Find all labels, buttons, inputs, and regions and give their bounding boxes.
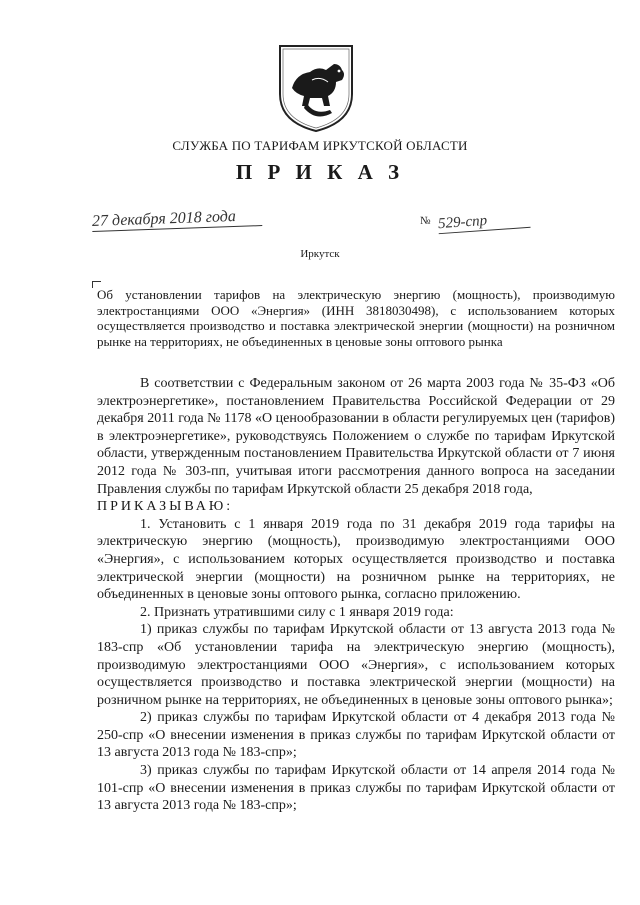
subitem-3-paragraph: 3) приказ службы по тарифам Иркутской области от 14 апреля 2014 года № 101-спр «О внесении изменения в приказ службы по тарифам Иркутской области от 13 августа 2013 года № 183-спр»; xyxy=(97,763,615,814)
item-1-paragraph: 1. Установить с 1 января 2019 года по 31 декабря 2019 года тарифы на электрическую энергию (мощность), производимую электростанциями ООО «Энергия», с использованием которых осуществляется производство и поставка электрической энергии (мощности) на розничном рынке на территориях, не объединенных в ценовые зоны оптового рынка, согласно приложению. xyxy=(97,516,615,603)
subitem-1-paragraph: 1) приказ службы по тарифам Иркутской области от 13 августа 2013 года № 183-спр «Об установлении тарифа на электрическую энергию (мощность), производимую электростанциями ООО «Энергия», с использованием которых осуществляется производство и поставка электрической энергии (мощности) на розничном рынке на территориях, не объединенных в ценовые зоны оптового рынка»; xyxy=(97,622,615,708)
handwritten-order-number: 529-спр xyxy=(437,209,530,234)
order-body xyxy=(97,375,615,815)
order-subject: Об установлении тарифов на электрическую энергию (мощность), производимую электростанциями ООО «Энергия» (ИНН 3818030498), с использованием которых осуществляется производство и поставка электрической энергии (мощности) на розничном рынке на территориях, не объединенных в ценовые зоны оптового рынка xyxy=(97,287,615,349)
document-type: П Р И К А З xyxy=(235,160,405,184)
city-name: Иркутск xyxy=(300,248,340,260)
order-word: ПРИКАЗЫВАЮ: xyxy=(97,499,234,515)
item-2-paragraph: 2. Признать утратившими силу с 1 января 2019 года: xyxy=(140,604,454,620)
handwritten-date: 27 декабря 2018 года xyxy=(92,207,263,232)
subitem-2-paragraph: 2) приказ службы по тарифам Иркутской области от 4 декабря 2013 года № 250-спр «О внесении изменения в приказ службы по тарифам Иркутской области от 13 августа 2013 года № 183-спр»; xyxy=(97,710,615,761)
agency-title: СЛУЖБА ПО ТАРИФАМ ИРКУТСКОЙ ОБЛАСТИ xyxy=(172,138,468,153)
preamble-paragraph: В соответствии с Федеральным законом от 26 марта 2003 года № 35-ФЗ «Об электроэнергетике», постановлением Правительства Российской Федерации от 29 декабря 2011 года № 1178 «О ценообразовании в области регулируемых цен (тарифов) в электроэнергетике», руководствуясь Положением о службе по тарифам Иркутской области, утвержденным постановлением Правительства Иркутской области от 7 июня 2012 года № 303-пп, учитывая итоги рассмотрения данного вопроса на заседании Правления службы по тарифам Иркутской области 25 декабря 2018 года, xyxy=(97,376,615,497)
number-sign: № xyxy=(420,215,431,227)
coat-of-arms-emblem xyxy=(276,42,356,134)
order-number-block xyxy=(420,212,530,232)
